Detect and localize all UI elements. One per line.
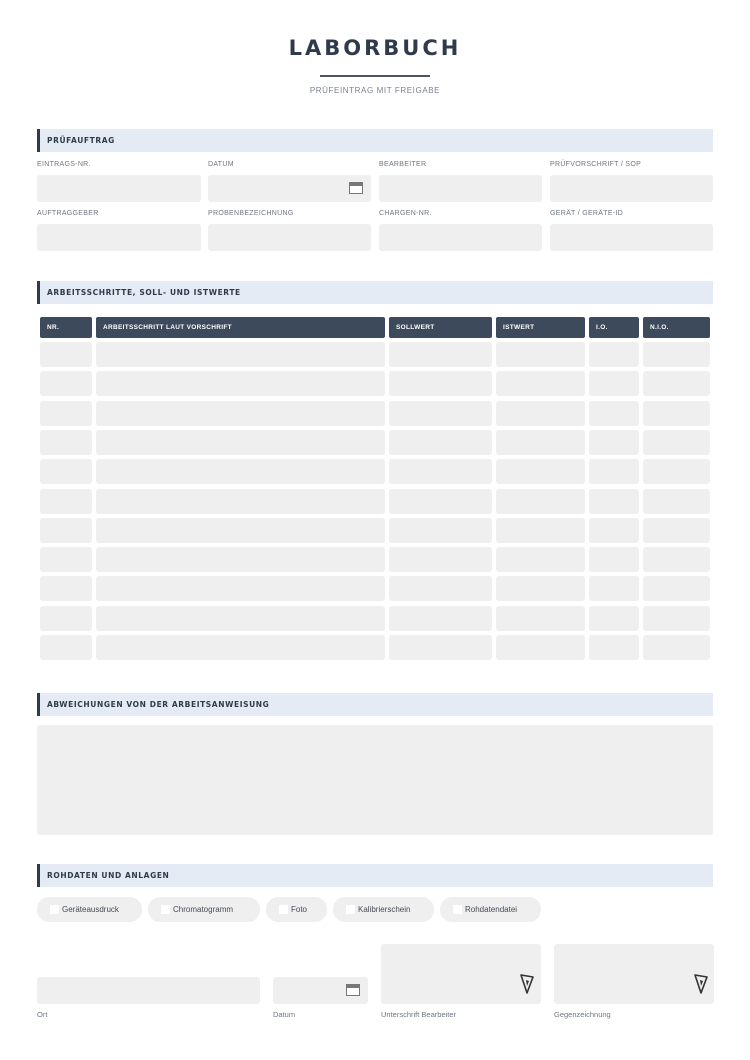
date-field[interactable] [208,175,371,202]
attachment-chip-rawdata-file[interactable] [440,897,541,922]
section-order-header [37,129,713,152]
entry-no-field[interactable] [37,175,201,202]
cell-actual[interactable] [496,401,585,426]
cell-nr[interactable] [40,459,92,484]
cell-nr[interactable] [40,606,92,631]
cell-ok[interactable] [589,635,639,660]
section-deviations-title: ABWEICHUNGEN VON DER ARBEITSANWEISUNG [47,700,270,709]
procedure-label: PRÜFVORSCHRIFT / SOP [550,161,642,168]
section-steps-title: ARBEITSSCHRITTE, SOLL- UND ISTWERTE [47,288,241,297]
column-header-step: ARBEITSSCHRITT LAUT VORSCHRIFT [96,317,385,338]
cell-step[interactable] [96,547,385,572]
cell-ok[interactable] [589,547,639,572]
cell-ok[interactable] [589,576,639,601]
checkbox[interactable] [50,905,59,914]
cell-nr[interactable] [40,430,92,455]
sample-label: PROBENBEZEICHNUNG [208,210,294,217]
page-subtitle: PRÜFEINTRAG MIT FREIGABE [309,86,441,95]
attachment-chip-photo[interactable] [266,897,327,922]
place-field[interactable] [37,977,260,1004]
cell-actual[interactable] [496,342,585,367]
cell-step[interactable] [96,489,385,514]
cell-target[interactable] [389,635,492,660]
operator-signature-label: Unterschrift Bearbeiter [381,1010,457,1019]
cell-nr[interactable] [40,518,92,543]
cell-target[interactable] [389,342,492,367]
entry-no-label: EINTRAGS-NR. [37,161,91,168]
cell-actual[interactable] [496,489,585,514]
cell-not-ok[interactable] [643,430,710,455]
cell-target[interactable] [389,459,492,484]
deviations-textarea[interactable] [37,725,713,835]
checkbox[interactable] [346,905,355,914]
cell-not-ok[interactable] [643,489,710,514]
checkbox[interactable] [279,905,288,914]
cell-nr[interactable] [40,635,92,660]
cell-not-ok[interactable] [643,518,710,543]
cell-nr[interactable] [40,576,92,601]
countersignature-field[interactable] [554,944,714,1004]
cell-nr[interactable] [40,401,92,426]
cell-step[interactable] [96,401,385,426]
cell-step[interactable] [96,371,385,396]
countersignature-label: Gegenzeichnung [554,1010,611,1019]
batch-label: CHARGEN-NR. [379,210,432,217]
calendar-icon[interactable] [346,984,360,996]
cell-target[interactable] [389,606,492,631]
cell-target[interactable] [389,401,492,426]
cell-actual[interactable] [496,371,585,396]
chip-label: Kalibrierschein [358,905,411,914]
cell-step[interactable] [96,430,385,455]
column-header-nr: NR. [40,317,92,338]
chip-label: Chromatogramm [173,905,234,914]
cell-step[interactable] [96,342,385,367]
cell-nr[interactable] [40,547,92,572]
cell-nr[interactable] [40,371,92,396]
operator-label: BEARBEITER [379,161,427,168]
cell-nr[interactable] [40,342,92,367]
column-header-target: SOLLWERT [389,317,492,338]
cell-ok[interactable] [589,430,639,455]
cell-actual[interactable] [496,430,585,455]
cell-not-ok[interactable] [643,342,710,367]
batch-field[interactable] [379,224,542,251]
cell-ok[interactable] [589,606,639,631]
cell-actual[interactable] [496,635,585,660]
cell-step[interactable] [96,606,385,631]
cell-ok[interactable] [589,489,639,514]
cell-target[interactable] [389,430,492,455]
cell-not-ok[interactable] [643,459,710,484]
date-label: DATUM [208,161,234,168]
attachment-chip-chromatogram[interactable] [148,897,260,922]
column-header-actual: ISTWERT [496,317,585,338]
device-field[interactable] [550,224,713,251]
section-deviations-header [37,693,713,716]
cell-target[interactable] [389,489,492,514]
cell-actual[interactable] [496,606,585,631]
cell-ok[interactable] [589,342,639,367]
cell-not-ok[interactable] [643,635,710,660]
operator-signature-field[interactable] [381,944,541,1004]
procedure-field[interactable] [550,175,713,202]
device-label: GERÄT / GERÄTE-ID [550,210,624,217]
cell-target[interactable] [389,547,492,572]
sample-field[interactable] [208,224,371,251]
cell-target[interactable] [389,576,492,601]
pen-icon [693,973,709,995]
cell-step[interactable] [96,518,385,543]
cell-step[interactable] [96,459,385,484]
calendar-icon[interactable] [349,182,363,194]
cell-actual[interactable] [496,547,585,572]
attachment-chip-device-printout[interactable] [37,897,142,922]
section-order-title: PRÜFAUFTRAG [47,136,115,145]
checkbox[interactable] [161,905,170,914]
cell-ok[interactable] [589,401,639,426]
client-field[interactable] [37,224,201,251]
cell-step[interactable] [96,576,385,601]
operator-field[interactable] [379,175,542,202]
cell-not-ok[interactable] [643,576,710,601]
cell-actual[interactable] [496,576,585,601]
cell-step[interactable] [96,635,385,660]
chip-label: Foto [291,905,308,914]
cell-not-ok[interactable] [643,547,710,572]
cell-ok[interactable] [589,518,639,543]
cell-ok[interactable] [589,371,639,396]
cell-actual[interactable] [496,518,585,543]
signature-date-field[interactable] [273,977,368,1004]
cell-actual[interactable] [496,459,585,484]
column-header-ok: I.O. [589,317,639,338]
cell-not-ok[interactable] [643,371,710,396]
chip-label: Geräteausdruck [62,905,119,914]
signature-date-label: Datum [273,1010,296,1019]
cell-target[interactable] [389,518,492,543]
section-rawdata-header [37,864,713,887]
cell-target[interactable] [389,371,492,396]
title-divider [320,75,430,77]
column-header-not-ok: N.I.O. [643,317,710,338]
cell-nr[interactable] [40,489,92,514]
page-title: LABORBUCH [288,36,462,60]
cell-ok[interactable] [589,459,639,484]
attachment-chip-calibration[interactable] [333,897,434,922]
cell-not-ok[interactable] [643,606,710,631]
place-label: Ort [37,1010,48,1019]
cell-not-ok[interactable] [643,401,710,426]
chip-label: Rohdatendatei [465,905,518,914]
pen-icon [519,973,535,995]
client-label: AUFTRAGGEBER [37,210,99,217]
section-rawdata-title: ROHDATEN UND ANLAGEN [47,871,170,880]
checkbox[interactable] [453,905,462,914]
section-steps-header [37,281,713,304]
